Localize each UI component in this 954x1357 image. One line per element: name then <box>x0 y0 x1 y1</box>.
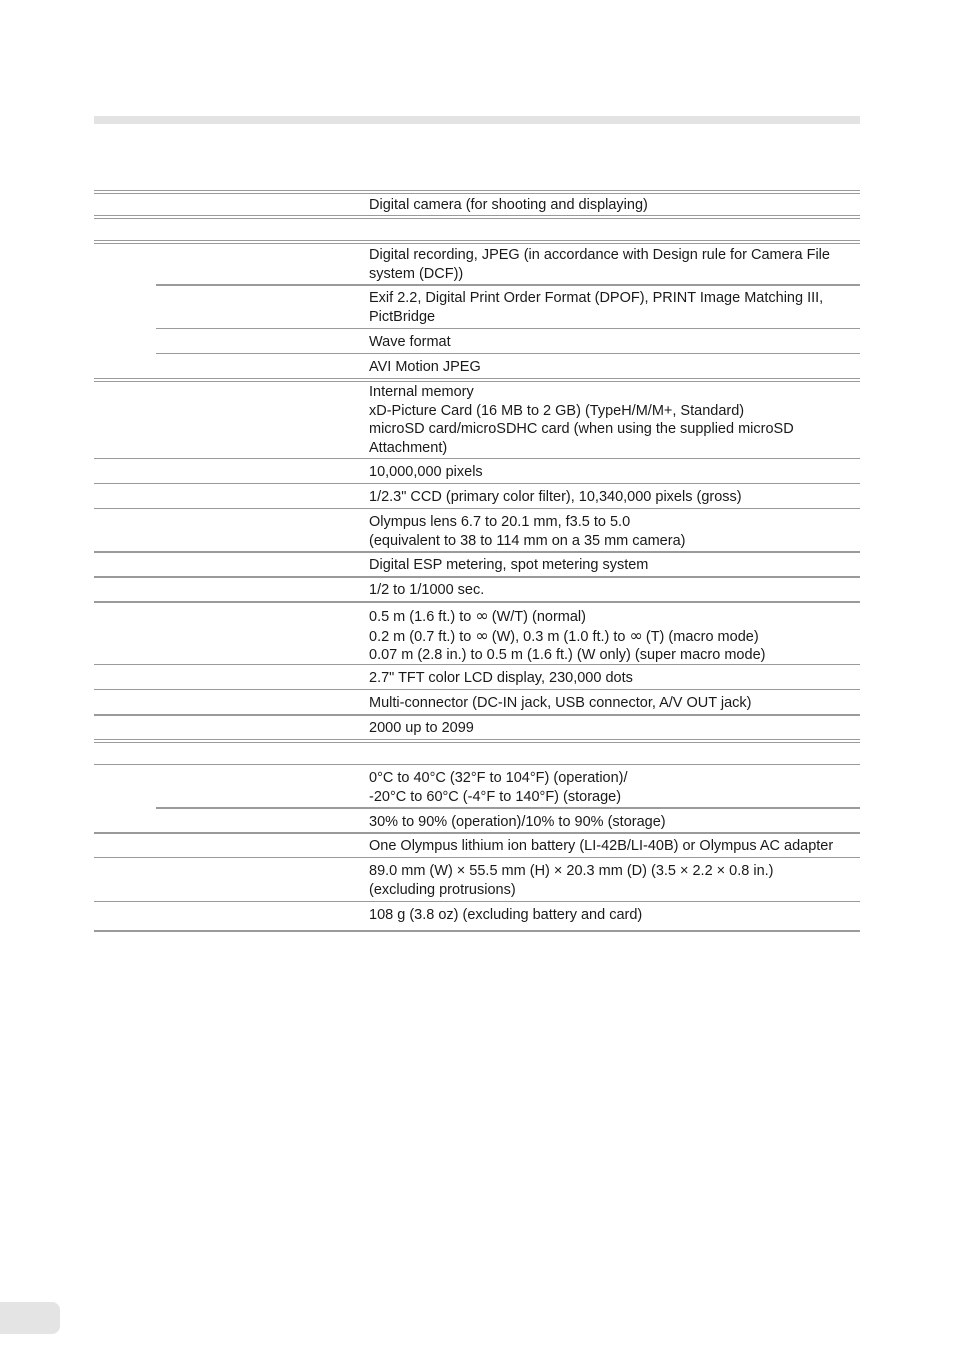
spec-text: 10,000,000 pixels <box>369 464 483 480</box>
spec-text: (equivalent to 38 to 114 mm on a 35 mm camera) <box>369 532 686 549</box>
infinity-icon: ∞ <box>475 625 488 645</box>
row-divider <box>94 601 860 603</box>
spec-value-sound <box>369 333 451 352</box>
spec-value-temperature <box>369 769 628 806</box>
row-divider <box>156 284 860 286</box>
spec-value-lens <box>369 513 685 550</box>
spec-value-still-image <box>369 246 830 283</box>
spec-text: -20°C to 60°C (-4°F to 140°F) (storage) <box>369 788 622 805</box>
row-divider <box>94 832 860 834</box>
spec-value-image-pickup <box>369 488 742 507</box>
row-divider <box>94 901 860 902</box>
row-divider <box>94 714 860 716</box>
table-bottom-rule <box>94 930 860 932</box>
row-divider <box>94 215 860 219</box>
spec-text: AVI Motion JPEG <box>369 359 481 375</box>
spec-value-monitor <box>369 669 633 688</box>
spec-text: system (DCF)) <box>369 265 464 282</box>
row-divider <box>94 689 860 690</box>
spec-text: xD-Picture Card (16 MB to 2 GB) (TypeH/M/M+, Standard) <box>369 402 745 419</box>
infinity-icon: ∞ <box>475 606 488 625</box>
spec-text: 2.7" TFT color LCD display, 230,000 dots <box>369 670 633 686</box>
shooting-range-line: 0.2 m (0.7 ft.) to ∞ (W), 0.3 m (1.0 ft.) to ∞ (T) (macro mode) <box>369 625 759 645</box>
row-divider <box>94 857 860 858</box>
table-top-rule <box>94 190 860 194</box>
spec-value-weight <box>369 906 642 925</box>
spec-text: 2000 up to 2099 <box>369 720 474 736</box>
spec-text: 108 g (3.8 oz) (excluding battery and card) <box>369 907 643 923</box>
spec-text: Wave format <box>369 334 451 350</box>
spec-text: Digital recording, JPEG (in accordance with Design rule for Camera File <box>369 247 830 263</box>
spec-value-calendar <box>369 719 474 738</box>
section-header-band <box>94 116 860 124</box>
row-divider <box>94 551 860 553</box>
row-divider <box>94 458 860 459</box>
spec-value-effective-pixels <box>369 463 483 482</box>
row-divider <box>94 378 860 382</box>
row-divider <box>94 483 860 484</box>
spec-text: Internal memory <box>369 384 474 400</box>
spec-text: Olympus lens 6.7 to 20.1 mm, f3.5 to 5.0 <box>369 514 631 530</box>
spec-text: 30% to 90% (operation)/10% to 90% (storage) <box>369 814 666 830</box>
row-divider <box>156 353 860 354</box>
row-divider <box>156 807 860 809</box>
row-divider <box>94 764 860 765</box>
infinity-icon: ∞ <box>629 625 642 645</box>
spec-text: Exif 2.2, Digital Print Order Format (DPOF), PRINT Image Matching III, <box>369 290 824 306</box>
spec-text: PictBridge <box>369 308 436 325</box>
spec-value-applicable-standards <box>369 289 823 326</box>
page-number-tab <box>0 1302 60 1334</box>
spec-value-product-type <box>369 196 648 215</box>
spec-text: Multi-connector (DC-IN jack, USB connector, A/V OUT jack) <box>369 695 752 711</box>
spec-value-movie <box>369 358 481 377</box>
row-divider <box>94 576 860 578</box>
spec-text: 1/2.3" CCD (primary color filter), 10,340,000 pixels (gross) <box>369 489 742 505</box>
spec-value-dimensions <box>369 862 774 899</box>
spec-text: One Olympus lithium ion battery (LI-42B/LI-40B) or Olympus AC adapter <box>369 838 834 854</box>
spec-value-shutter-speed <box>369 581 484 600</box>
row-divider <box>94 240 860 244</box>
spec-value-memory <box>369 383 794 457</box>
spec-text: 1/2 to 1/1000 sec. <box>369 582 485 598</box>
spec-text: 89.0 mm (W) × 55.5 mm (H) × 20.3 mm (D) (3.5 × 2.2 × 0.8 in.) <box>369 863 774 879</box>
spec-text: Digital ESP metering, spot metering system <box>369 557 649 573</box>
shooting-range-line: 0.07 m (2.8 in.) to 0.5 m (1.6 ft.) (W only) (super macro mode) <box>369 647 766 663</box>
spec-text: 0°C to 40°C (32°F to 104°F) (operation)/ <box>369 770 628 786</box>
spec-value-power-supply <box>369 837 833 856</box>
row-divider <box>94 508 860 509</box>
spec-value-connector <box>369 694 752 713</box>
spec-text: Attachment) <box>369 439 448 456</box>
shooting-range-line: 0.5 m (1.6 ft.) to ∞ (W/T) (normal) <box>369 606 586 625</box>
row-divider <box>94 739 860 743</box>
spec-text: microSD card/microSDHC card (when using the supplied microSD <box>369 421 794 437</box>
spec-value-shooting-range <box>369 607 765 665</box>
spec-text: Digital camera (for shooting and displaying) <box>369 197 648 213</box>
row-divider <box>156 328 860 329</box>
spec-value-humidity <box>369 813 666 832</box>
spec-text: (excluding protrusions) <box>369 881 516 898</box>
spec-value-photometric-system <box>369 556 648 575</box>
